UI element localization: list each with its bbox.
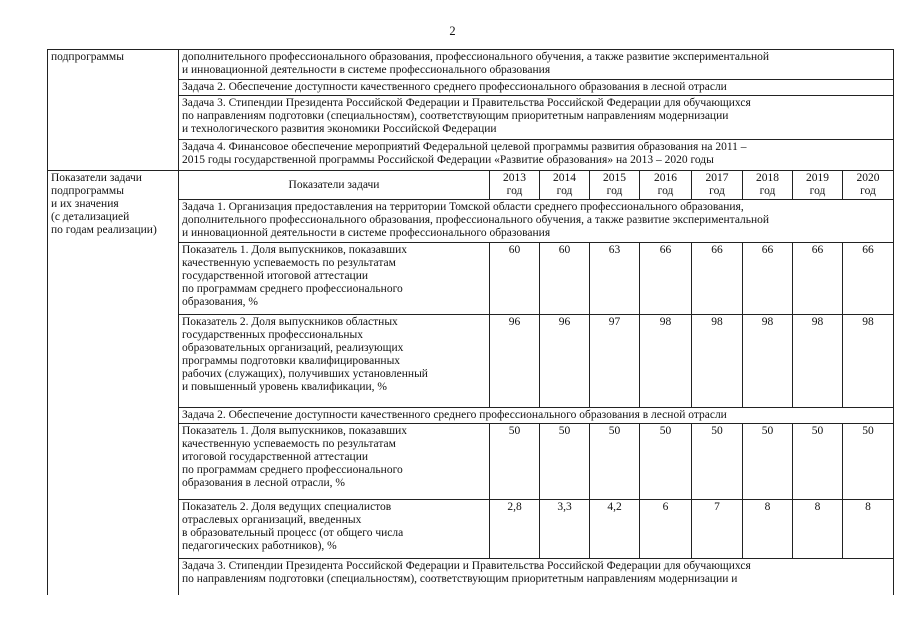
indicator-value: 7 — [692, 500, 743, 559]
indicator-value: 50 — [640, 424, 692, 500]
indicator-value: 50 — [490, 424, 540, 500]
indicator-value: 98 — [793, 315, 843, 408]
subprogram-passport-table — [47, 49, 894, 595]
subprogram-label: подпрограммы — [48, 50, 179, 171]
indicator-value: 60 — [540, 243, 590, 315]
indicator-value: 8 — [843, 500, 894, 559]
year-header: 2015 год — [590, 171, 640, 200]
page-number: 2 — [449, 24, 456, 38]
indicator-label: Показатель 2. Доля выпускников областных государственных профессиональных образовательных организаций, реализующих программы подготовки квалифицированных рабочих (служащих), получивших установленный и повышенный уровень квалификации, % — [179, 315, 490, 408]
indicator-label: Показатель 1. Доля выпускников, показавших качественную успеваемость по результатам государственной итоговой аттестации по программам среднего профессионального образования, % — [179, 243, 490, 315]
task-row-top-1 — [48, 50, 894, 80]
indicator-value: 66 — [640, 243, 692, 315]
indicator-value: 2,8 — [490, 500, 540, 559]
indicator-value: 50 — [590, 424, 640, 500]
indicator-value: 6 — [640, 500, 692, 559]
indicator-label: Показатель 1. Доля выпускников, показавших качественную успеваемость по результатам итоговой государственной аттестации по программам среднего профессионального образования в лесной отрасли, % — [179, 424, 490, 500]
indicator-value: 50 — [793, 424, 843, 500]
indicator-value: 60 — [490, 243, 540, 315]
year-header: 2017 год — [692, 171, 743, 200]
year-header: 2018 год — [743, 171, 793, 200]
indicator-value: 4,2 — [590, 500, 640, 559]
indicator-label: Показатель 2. Доля ведущих специалистов отраслевых организаций, введенных в образовательный процесс (от общего числа педагогических работников), % — [179, 500, 490, 559]
year-header: 2020 год — [843, 171, 894, 200]
year-header: 2014 год — [540, 171, 590, 200]
indicator-value: 66 — [692, 243, 743, 315]
indicator-value: 98 — [843, 315, 894, 408]
task-text: Задача 4. Финансовое обеспечение мероприятий Федеральной целевой программы развития образования на 2011 – 2015 годы государственной программы Российской Федерации «Развитие образования» на 2013 – 2020 годы — [179, 140, 894, 171]
indicator-value: 8 — [793, 500, 843, 559]
indicator-value: 50 — [743, 424, 793, 500]
indicator-value: 50 — [843, 424, 894, 500]
indicator-value: 50 — [540, 424, 590, 500]
year-header: 2019 год — [793, 171, 843, 200]
task3-title: Задача 3. Стипендии Президента Российской Федерации и Правительства Российской Федерации для обучающихся по направлениям подготовки (специальностям), соответствующим приоритетным направлениям модернизации и — [179, 559, 894, 595]
indicator-value: 98 — [743, 315, 793, 408]
indicator-value: 66 — [793, 243, 843, 315]
indicator-value: 98 — [640, 315, 692, 408]
indicator-value: 98 — [692, 315, 743, 408]
task-text: Задача 2. Обеспечение доступности качественного среднего профессионального образования в лесной отрасли — [179, 80, 894, 96]
task2-title: Задача 2. Обеспечение доступности качественного среднего профессионального образования в лесной отрасли — [179, 408, 894, 424]
indicator-value: 8 — [743, 500, 793, 559]
task-text: дополнительного профессионального образования, профессионального обучения, а также развитие экспериментальной и инновационной деятельности в системе профессионального образования — [179, 50, 894, 80]
year-header: 2013 год — [490, 171, 540, 200]
indicator-value: 66 — [843, 243, 894, 315]
indicator-value: 50 — [692, 424, 743, 500]
indicators-header: Показатели задачи — [179, 171, 490, 200]
indicators-label: Показатели задачи подпрограммы и их значения (с детализацией по годам реализации) — [48, 171, 179, 595]
indicators-header-row — [48, 171, 894, 200]
year-header: 2016 год — [640, 171, 692, 200]
indicator-value: 66 — [743, 243, 793, 315]
task1-title: Задача 1. Организация предоставления на территории Томской области среднего профессионального образования, дополнительного профессионального образования, профессионального обучения, а также развитие экспериментальной и инновационной деятельности в системе профессионального образования — [179, 200, 894, 243]
indicator-value: 63 — [590, 243, 640, 315]
indicator-value: 96 — [490, 315, 540, 408]
indicator-value: 3,3 — [540, 500, 590, 559]
indicator-value: 97 — [590, 315, 640, 408]
indicator-value: 96 — [540, 315, 590, 408]
task-text: Задача 3. Стипендии Президента Российской Федерации и Правительства Российской Федерации для обучающихся по направлениям подготовки (специальностям), соответствующим приоритетным направлениям модернизации и технологического развития экономики Российской Федерации — [179, 96, 894, 140]
